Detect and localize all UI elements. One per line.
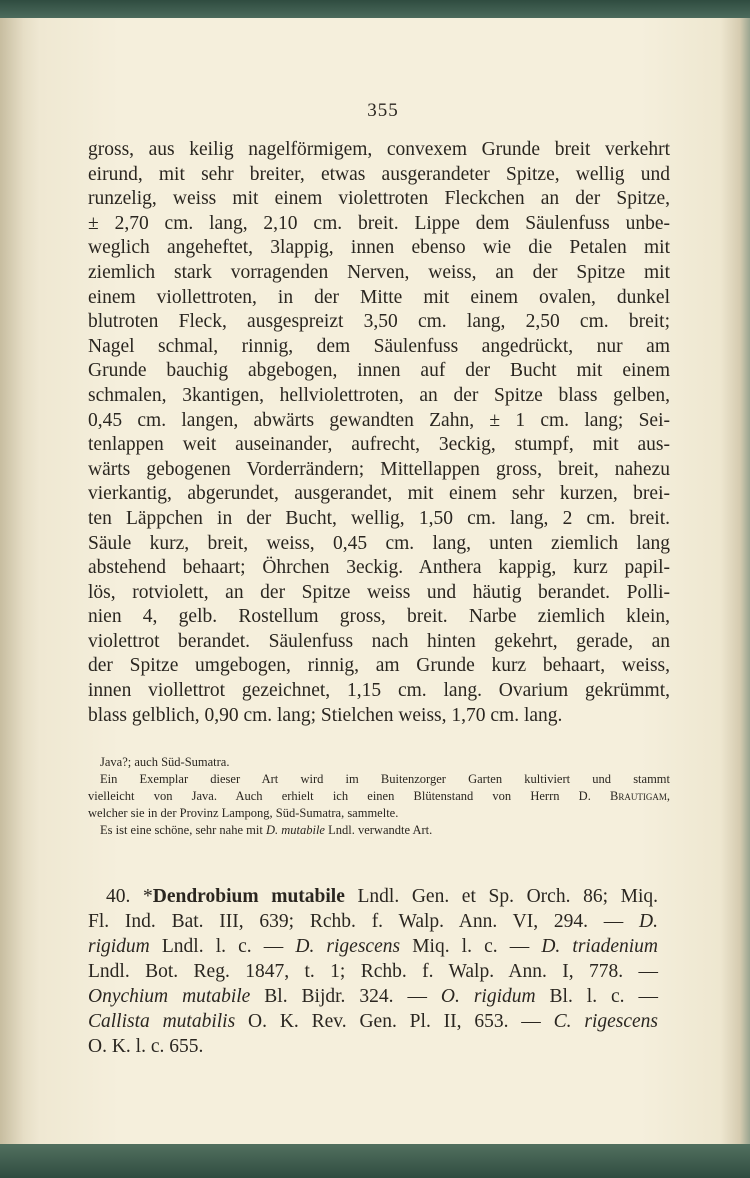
text-line: abstehend behaart; Öhrchen 3eckig. Anthera kappig, kurz papil-	[88, 557, 670, 579]
text-line: eirund, mit sehr breiter, etwas ausgerandeter Spitze, wellig und	[88, 163, 670, 185]
entry-text: Miq. l. c. —	[400, 936, 542, 957]
text-line: Säule kurz, breit, weiss, 0,45 cm. lang, unten ziemlich lang	[88, 532, 670, 554]
text-line: einem viollettroten, in der Mitte mit einem ovalen, dunkel	[88, 286, 670, 308]
note-text: ,	[666, 789, 670, 803]
note-line: Ein Exemplar dieser Art wird im Buitenzorger Garten kultiviert und stammt	[100, 772, 670, 786]
synonym-taxon: D. triadenium	[541, 936, 658, 957]
text-line: violettrot berandet. Säulenfuss nach hinten gekehrt, gerade, an	[88, 630, 670, 652]
note-line	[88, 788, 670, 805]
entry-text: Bl. l. c. —	[535, 986, 659, 1007]
text-line: 0,45 cm. langen, abwärts gewandten Zahn, ± 1 cm. lang; Sei-	[88, 409, 670, 431]
entry-line: O. K. l. c. 655.	[88, 1036, 204, 1057]
synonym-taxon: C. rigescens	[553, 1011, 659, 1032]
entry-line: Lndl. Bot. Reg. 1847, t. 1; Rchb. f. Walp. Ann. I, 778. —	[88, 961, 658, 982]
scanner-top-edge	[0, 0, 750, 18]
entry-text: O. K. Rev. Gen. Pl. II, 653. —	[235, 1011, 554, 1032]
affinity-line	[88, 822, 670, 839]
entry-line	[88, 884, 658, 909]
entry-number: 40.	[106, 886, 131, 907]
text-line: ten Läppchen in der Bucht, wellig, 1,50 cm. lang, 2 cm. breit.	[88, 507, 670, 529]
text-line: Nagel schmal, rinnig, dem Säulenfuss angedrückt, nur am	[88, 335, 670, 357]
footnote-block	[88, 754, 670, 839]
synonym-taxon: Onychium mutabile	[88, 986, 251, 1007]
collector-name: Brautigam	[610, 789, 667, 803]
entry-text: Bl. Bijdr. 324. —	[250, 986, 441, 1007]
text-line: blass gelblich, 0,90 cm. lang; Stielchen weiss, 1,70 cm. lang.	[88, 704, 563, 726]
note-text: vielleicht von Java. Auch erhielt ich einen Blütenstand von Herrn D.	[88, 789, 611, 803]
text-line: gross, aus keilig nagelförmigem, convexem Grunde breit verkehrt	[88, 139, 670, 160]
text-line: vierkantig, abgerundet, ausgerandet, mit einem sehr kurzen, brei-	[88, 483, 670, 505]
text-line: weglich angeheftet, 3lappig, innen ebenso wie die Petalen mit	[88, 237, 670, 259]
entry-line	[88, 934, 658, 959]
text-line: ± 2,70 cm. lang, 2,10 cm. breit. Lippe dem Säulenfuss unbe-	[88, 212, 670, 234]
text-line: runzelig, weiss mit einem violettroten Fleckchen an der Spitze,	[88, 188, 670, 210]
text-line: innen viollettrot gezeichnet, 1,15 cm. lang. Ovarium gekrümmt,	[88, 680, 670, 702]
entry-star: *	[143, 886, 153, 907]
text-line: Grunde bauchig abgebogen, innen auf der Bucht mit einem	[88, 360, 670, 382]
synonym-taxon: O. rigidum	[440, 986, 536, 1007]
text-line: tenlappen weit auseinander, aufrecht, 3eckig, stumpf, mit aus-	[88, 434, 670, 456]
synonym-taxon: D.	[639, 911, 658, 932]
text-line: lös, rotviolett, an der Spitze weiss und häutig berandet. Polli-	[88, 581, 670, 603]
text-line: ziemlich stark vorragenden Nerven, weiss, an der Spitze mit	[88, 261, 670, 283]
main-text	[88, 138, 670, 728]
entry-text: Fl. Ind. Bat. III, 639; Rchb. f. Walp. Ann. VI, 294. —	[88, 911, 640, 932]
species-name: Dendrobium mutabile	[152, 886, 345, 907]
synonym-taxon: Callista mutabilis	[88, 1011, 236, 1032]
affinity-text: Es ist eine schöne, sehr nahe mit	[100, 823, 266, 837]
note-line: welcher sie in der Provinz Lampong, Süd-Sumatra, sammelte.	[88, 806, 399, 820]
entry-line	[88, 909, 658, 934]
book-gutter	[0, 18, 40, 1144]
entry-line	[88, 1009, 658, 1034]
entry-text: Lndl. Gen. et Sp. Orch. 86; Miq.	[344, 886, 659, 907]
text-line: wärts gebogenen Vorderrändern; Mittellappen gross, breit, nahezu	[88, 458, 670, 480]
text-line: blutroten Fleck, ausgespreizt 3,50 cm. lang, 2,50 cm. breit;	[88, 311, 670, 333]
entry-line	[88, 984, 658, 1009]
affinity-taxon: D. mutabile	[265, 823, 325, 837]
species-entry	[88, 884, 658, 1059]
page-number: 355	[367, 100, 399, 121]
book-page	[48, 18, 738, 1144]
entry-text: Lndl. l. c. —	[149, 936, 296, 957]
scanner-bottom-edge	[0, 1144, 750, 1178]
synonym-taxon: D. rigescens	[295, 936, 401, 957]
synonym-taxon: rigidum	[88, 936, 150, 957]
text-line: nien 4, gelb. Rostellum gross, breit. Narbe ziemlich klein,	[88, 606, 670, 628]
locality-line: Java?; auch Süd-Sumatra.	[100, 755, 230, 769]
text-line: schmalen, 3kantigen, hellviolettroten, an der Spitze blass gelben,	[88, 384, 670, 406]
affinity-text: Lndl. verwandte Art.	[324, 823, 433, 837]
text-line: der Spitze umgebogen, rinnig, am Grunde kurz behaart, weiss,	[88, 655, 670, 677]
